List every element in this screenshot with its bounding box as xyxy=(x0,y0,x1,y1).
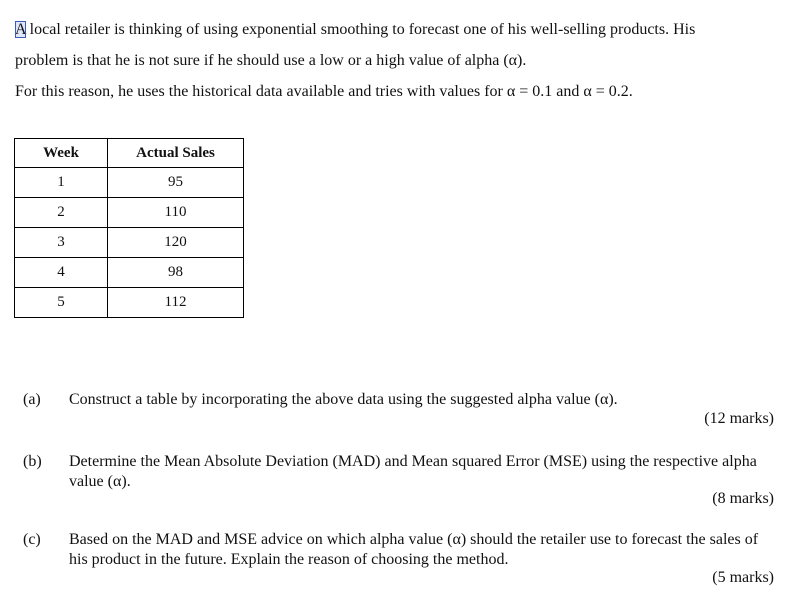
question-b-marks: (8 marks) xyxy=(712,490,774,507)
intro-line-2: problem is that he is not sure if he should use a low or a high value of alpha (α). xyxy=(15,52,527,69)
table-row xyxy=(15,198,244,228)
table-row xyxy=(15,168,244,198)
intro-line-3: For this reason, he uses the historical data available and tries with values for α = 0.1 and α = 0.2. xyxy=(15,83,633,100)
question-label: (c) xyxy=(23,531,41,548)
intro-line-1 xyxy=(15,14,777,45)
question-a-marks: (12 marks) xyxy=(704,410,774,427)
week-cell: 3 xyxy=(15,228,108,258)
sales-data-table xyxy=(14,138,244,318)
column-header-actual-sales: Actual Sales xyxy=(108,139,244,168)
week-cell: 5 xyxy=(15,288,108,318)
sales-cell: 98 xyxy=(108,258,244,288)
sales-cell: 120 xyxy=(108,228,244,258)
week-cell: 1 xyxy=(15,168,108,198)
sales-cell: 110 xyxy=(108,198,244,228)
question-label: (a) xyxy=(23,391,41,408)
question-text: Based on the MAD and MSE advice on which alpha value (α) should the retailer use to forecast the sales of his product in the future. Explain the reason of choosing the method. xyxy=(69,531,759,568)
week-cell: 2 xyxy=(15,198,108,228)
question-c-marks: (5 marks) xyxy=(712,569,774,586)
intro-line-1-text: local retailer is thinking of using exponential smoothing to forecast one of his well-selling products. His xyxy=(25,21,696,38)
column-header-week: Week xyxy=(15,139,108,168)
table-row xyxy=(15,288,244,318)
table-header-row xyxy=(15,139,244,168)
table-row xyxy=(15,228,244,258)
problem-statement xyxy=(15,14,777,107)
table-row xyxy=(15,258,244,288)
sales-cell: 95 xyxy=(108,168,244,198)
question-label: (b) xyxy=(23,453,42,470)
question-text: Construct a table by incorporating the above data using the suggested alpha value (α). xyxy=(69,391,618,408)
sales-cell: 112 xyxy=(108,288,244,318)
text-selection-caret[interactable]: A xyxy=(15,21,26,38)
week-cell: 4 xyxy=(15,258,108,288)
question-text: Determine the Mean Absolute Deviation (MAD) and Mean squared Error (MSE) using the respective alpha value (α). xyxy=(69,453,757,490)
